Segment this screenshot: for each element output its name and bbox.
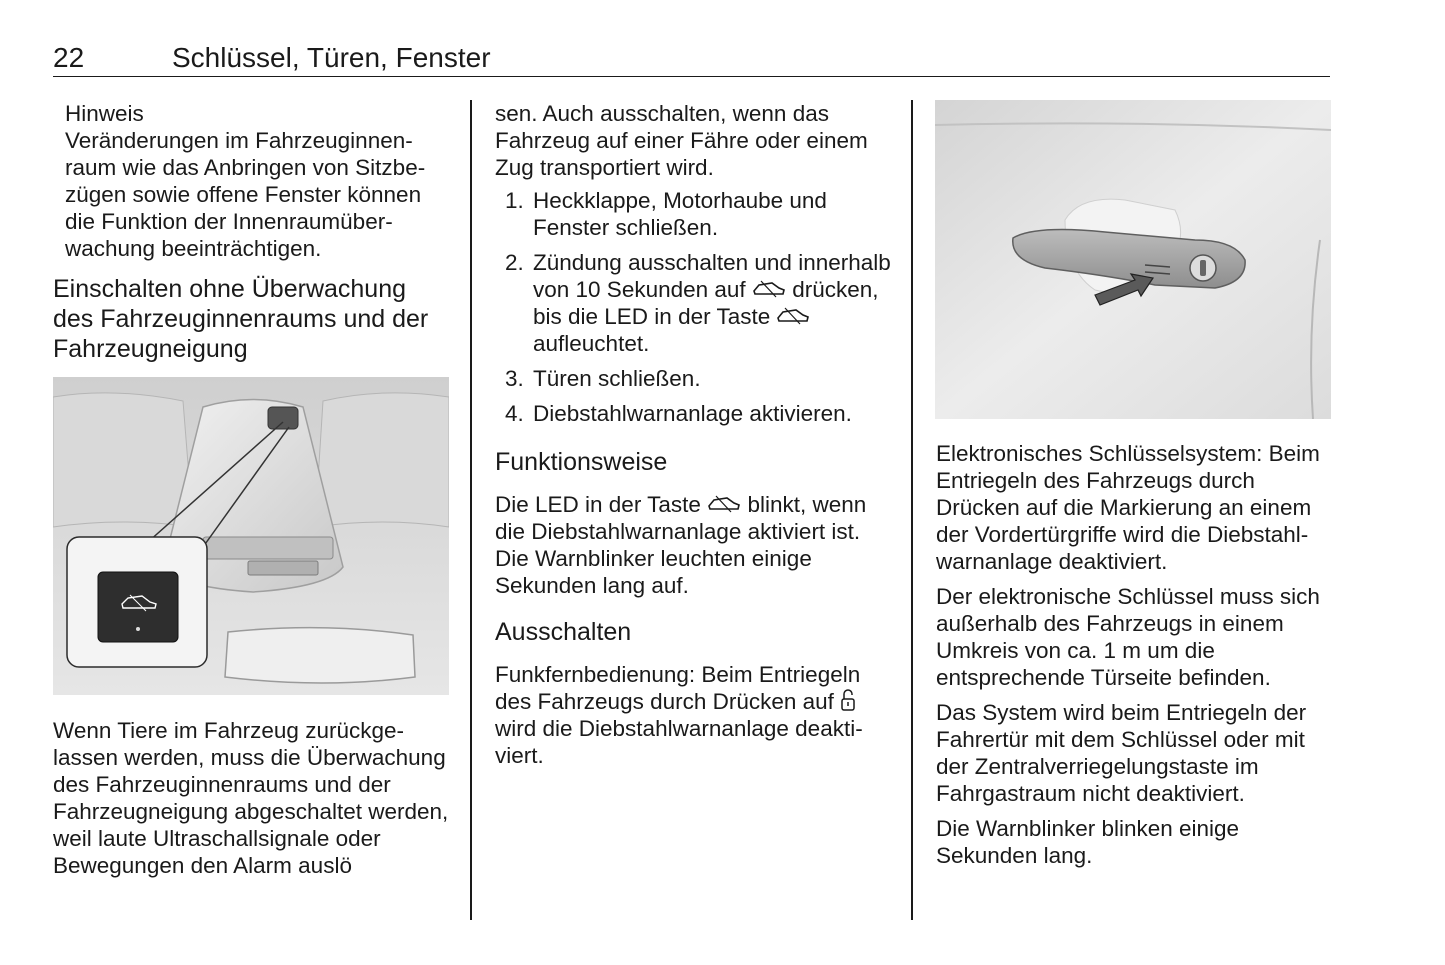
step-text-b: drücken, bis die LED in der Taste (533, 277, 879, 329)
step-number: 2. (505, 250, 524, 275)
step-text-a: Zündung ausschalten und innerhalb von 10 Sekunden auf (533, 250, 891, 302)
car-tilt-icon (752, 279, 786, 299)
intro-text: sen. Auch ausschalten, wenn das Fahrzeug auf einer Fähre oder einem Zug transportiert wird. (495, 101, 868, 180)
step-number: 4. (505, 401, 524, 426)
step-number: 1. (505, 188, 524, 213)
ausschalten-heading: Ausschalten (495, 618, 632, 646)
column-divider-right (911, 100, 913, 920)
paragraph: Der elektronische Schlüssel muss sich außerhalb des Fahrzeugs in einem Umkreis von ca. 1 m um die entsprechende Türseite befinden. (936, 584, 1320, 690)
paragraph: Die Warnblinker blinken einige Sekunden lang. (936, 816, 1240, 868)
section-title: Schlüssel, Türen, Fenster (172, 42, 491, 73)
ausschalten-text-a: Funkfernbedienung: Beim Entriegeln des Fahrzeugs durch Drücken auf (495, 662, 861, 714)
funktionsweise-text (495, 491, 895, 599)
door-handle-illustration (935, 100, 1331, 419)
note-text: Veränderungen im Fahrzeuginnenraum wie das Anbringen von Sitzbezügen sowie offene Fenster können die Funktion der Innenraumüberwachung beeinträchtigen. (65, 128, 426, 261)
steps-list (495, 187, 895, 427)
paragraph: Elektronisches Schlüsselsystem: Beim Entriegeln des Fahrzeugs durch Drücken auf die Markierung an einem der Vordertürgriffe wird die Diebstahlwarnanlage deaktiviert. (936, 441, 1320, 574)
step-text: Heckklappe, Motorhaube und Fenster schließen. (533, 188, 827, 240)
list-item (495, 187, 895, 241)
page-number: 22 (53, 42, 85, 73)
column-divider-left (470, 100, 472, 920)
section-heading: Einschalten ohne Überwachung des Fahrzeuginnenraums und der Fahrzeugneigung (53, 275, 429, 363)
step-text: Diebstahlwarnanlage aktivieren. (533, 401, 852, 426)
column-3 (936, 440, 1336, 869)
unlock-icon (840, 688, 856, 712)
list-item (495, 400, 895, 427)
ausschalten-text (495, 661, 895, 769)
overhead-console-drawing (53, 377, 449, 695)
page-header (53, 40, 1330, 77)
list-item (495, 365, 895, 392)
funktionsweise-heading: Funktionsweise (495, 448, 668, 476)
column-2 (495, 100, 895, 769)
list-item (495, 249, 895, 357)
step-text: Türen schließen. (533, 366, 701, 391)
note-label: Hinweis (65, 101, 144, 126)
step-text-c: aufleuchtet. (533, 331, 650, 356)
car-tilt-icon (707, 494, 741, 514)
column-1-lower (53, 717, 453, 879)
funktionsweise-text-a: Die LED in der Taste (495, 492, 701, 517)
door-handle-drawing (935, 100, 1331, 419)
paragraph: Das System wird beim Entriegeln der Fahrertür mit dem Schlüssel oder mit der Zentralverriegelungstaste im Fahrgastraum nicht deaktiviert. (936, 700, 1307, 806)
funktionsweise-text-b: blinkt, wenn die Diebstahlwarnanlage aktiviert ist. Die Warnblinker leuchten einige Sekunden lang auf. (495, 492, 867, 598)
paragraph: Wenn Tiere im Fahrzeug zurückgelassen werden, muss die Überwachung des Fahrzeuginnenraums und der Fahrzeugneigung abgeschaltet werden, weil laute Ultraschallsignale oder Bewegungen den Alarm auslö (53, 718, 449, 878)
step-number: 3. (505, 366, 524, 391)
overhead-console-illustration (53, 377, 449, 695)
column-1 (53, 100, 453, 364)
ausschalten-text-b: wird die Diebstahlwarnanlage deaktiviert. (495, 716, 863, 768)
car-tilt-icon (776, 306, 810, 326)
